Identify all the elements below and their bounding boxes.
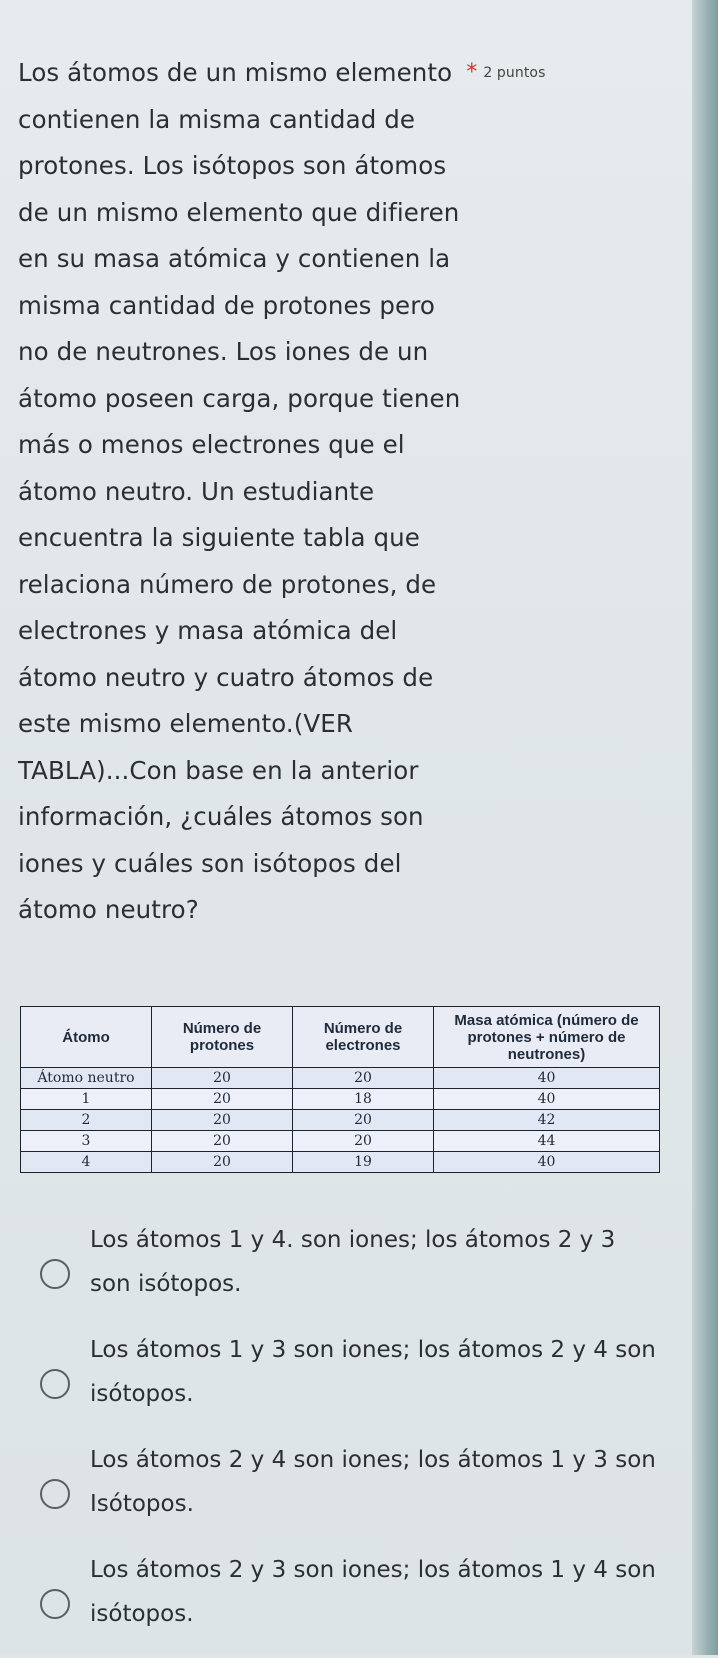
- header-atomic-mass: Masa atómica (número de protones + número de neutrones): [434, 1007, 660, 1068]
- question-line: contienen la misma cantidad de: [18, 104, 416, 134]
- cell-protons: 20: [152, 1089, 293, 1110]
- question-line: átomo poseen carga, porque tienen: [18, 383, 461, 413]
- table-row: [21, 1068, 660, 1089]
- cell-atom: Átomo neutro: [21, 1068, 152, 1089]
- question-line: protones. Los isótopos son átomos: [18, 151, 447, 180]
- question-line: átomo neutro. Un estudiante: [18, 476, 375, 506]
- table-row: [21, 1131, 660, 1152]
- table-row: [21, 1110, 660, 1131]
- question-line: relaciona número de protones, de: [18, 569, 437, 599]
- radio-button[interactable]: [40, 1479, 70, 1509]
- question: [18, 50, 658, 934]
- header-electrons: Número de electrones: [293, 1007, 434, 1068]
- question-line: misma cantidad de protones pero: [18, 290, 435, 320]
- cell-mass: 40: [434, 1089, 660, 1110]
- question-line: átomo neutro?: [18, 895, 199, 924]
- cell-electrons: 20: [293, 1068, 434, 1089]
- question-title: Los átomos de un mismo elemento: [18, 58, 453, 87]
- question-line: información, ¿cuáles átomos son: [18, 802, 424, 831]
- option-2[interactable]: [0, 1328, 680, 1438]
- cell-atom: 4: [21, 1152, 152, 1173]
- cell-protons: 20: [152, 1068, 293, 1089]
- question-line: TABLA)...Con base en la anterior: [18, 755, 419, 785]
- cell-mass: 44: [434, 1131, 660, 1152]
- radio-button[interactable]: [40, 1369, 70, 1399]
- question-line: más o menos electrones que el: [18, 430, 405, 459]
- cell-electrons: 19: [293, 1152, 434, 1173]
- cell-mass: 40: [434, 1152, 660, 1173]
- option-label[interactable]: Los átomos 2 y 3 son iones; los átomos 1 y 4 son isótopos.: [90, 1557, 656, 1627]
- cell-atom: 3: [21, 1131, 152, 1152]
- radio-button[interactable]: [40, 1259, 70, 1289]
- cell-electrons: 18: [293, 1089, 434, 1110]
- header-protons: Número de protones: [152, 1007, 293, 1068]
- cell-electrons: 20: [293, 1110, 434, 1131]
- cell-protons: 20: [152, 1152, 293, 1173]
- atoms-table: [20, 1006, 660, 1173]
- header-atom: Átomo: [21, 1007, 152, 1068]
- cell-atom: 2: [21, 1110, 152, 1131]
- required-marker: *: [466, 60, 478, 85]
- option-3[interactable]: [0, 1438, 680, 1548]
- table-row: [21, 1089, 660, 1110]
- radio-button[interactable]: [40, 1589, 70, 1619]
- option-label[interactable]: Los átomos 1 y 4. son iones; los átomos 2 y 3 son isótopos.: [90, 1227, 616, 1297]
- table-row: [21, 1152, 660, 1173]
- atoms-table-image: [20, 1006, 660, 1173]
- cell-atom: 1: [21, 1089, 152, 1110]
- question-line: iones y cuáles son isótopos del: [18, 848, 402, 878]
- question-line: [18, 50, 658, 97]
- question-line: no de neutrones. Los iones de un: [18, 337, 429, 366]
- cell-electrons: 20: [293, 1131, 434, 1152]
- question-line: electrones y masa atómica del: [18, 616, 398, 645]
- option-label[interactable]: Los átomos 2 y 4 son iones; los átomos 1 y 3 son Isótopos.: [90, 1447, 656, 1517]
- points-label: 2 puntos: [483, 65, 546, 81]
- cell-protons: 20: [152, 1110, 293, 1131]
- question-line: este mismo elemento.(VER: [18, 709, 353, 738]
- cell-protons: 20: [152, 1131, 293, 1152]
- option-label[interactable]: Los átomos 1 y 3 son iones; los átomos 2 y 4 son isótopos.: [90, 1337, 656, 1407]
- cell-mass: 40: [434, 1068, 660, 1089]
- option-1[interactable]: [0, 1218, 680, 1328]
- cell-mass: 42: [434, 1110, 660, 1131]
- question-line: de un mismo elemento que difieren: [18, 197, 460, 227]
- screen-edge: [692, 0, 718, 1655]
- option-4[interactable]: [0, 1548, 680, 1658]
- question-line: encuentra la siguiente tabla que: [18, 523, 420, 552]
- question-line: en su masa atómica y contienen la: [18, 244, 451, 273]
- table-header-row: [21, 1007, 660, 1068]
- question-line: átomo neutro y cuatro átomos de: [18, 662, 434, 692]
